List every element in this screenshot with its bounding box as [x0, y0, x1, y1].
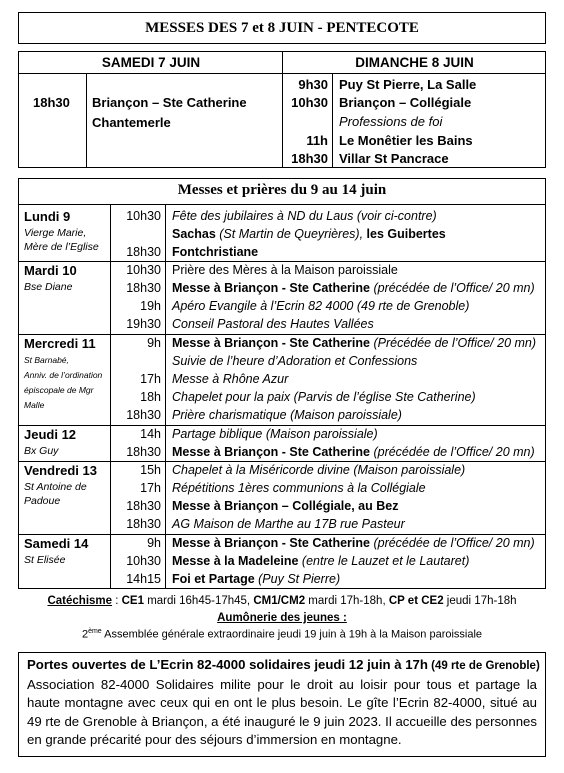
- class-time: jeudi 17h-18h: [443, 595, 517, 607]
- saint-label: St Elisée: [24, 554, 66, 566]
- sun-place: Briançon – Collégiale: [339, 95, 472, 110]
- sat-time-divider: [86, 74, 87, 167]
- entry-time: 18h: [140, 390, 161, 404]
- entry-text: [172, 572, 340, 586]
- entry-note: (Puy St Pierre): [254, 572, 341, 586]
- class-label: CM1/CM2: [253, 595, 306, 607]
- entry-time: 18h30: [126, 408, 161, 422]
- saint-label: Bx Guy: [24, 445, 59, 457]
- row-divider: [19, 534, 545, 535]
- entry-note: (St Martin de Queyrières),: [215, 227, 367, 241]
- entry-text: Conseil Pastoral des Hautes Vallées: [172, 317, 374, 331]
- entry-time: 17h: [140, 481, 161, 495]
- headline-text: Portes ouvertes de L’Ecrin 82-4000 solidaires jeudi 12 juin à 17h: [27, 657, 428, 672]
- entry-time: 18h30: [126, 445, 161, 459]
- saint-label: Bse Diane: [24, 281, 73, 293]
- sun-time: 10h30: [291, 95, 328, 110]
- day-label: Vendredi 13: [24, 463, 97, 478]
- entry-text: Chapelet pour la paix (Parvis de l’église Ste Catherine): [172, 390, 476, 404]
- class-label: CP et CE2: [388, 595, 444, 607]
- saint-label: Malle: [24, 400, 45, 410]
- entry-text: Messe à Briançon – Collégiale, au Bez: [172, 499, 399, 513]
- sun-place: Puy St Pierre, La Salle: [339, 77, 477, 92]
- entry-text: [172, 445, 535, 459]
- ordinal-suffix: ème: [88, 628, 102, 635]
- saint-label: épiscopale de Mgr: [24, 385, 94, 395]
- entry-bold: Messe à Briançon - Ste Catherine: [172, 445, 370, 459]
- entry-text: Fontchristiane: [172, 245, 259, 259]
- entry-time: 15h: [140, 463, 161, 477]
- sun-time: 18h30: [291, 151, 328, 166]
- title-box: [18, 12, 546, 44]
- weekend-table: [18, 51, 546, 168]
- week-title: Messes et prières du 9 au 14 juin: [177, 182, 387, 198]
- sunday-header: DIMANCHE 8 JUIN: [283, 52, 546, 74]
- aumonerie-text: [0, 628, 564, 641]
- entry-note: (précédée de l’Office/ 20 mn): [369, 281, 535, 295]
- entry-text: Partage biblique (Maison paroissiale): [172, 427, 378, 441]
- entry-text: Répétitions 1ères communions à la Collégiale: [172, 481, 426, 495]
- entry-bold: Messe à Briançon - Ste Catherine: [172, 536, 370, 550]
- sat-time: 18h30: [33, 95, 70, 110]
- entry-time: 10h30: [126, 263, 161, 277]
- catechisme-label: Catéchisme: [47, 595, 113, 607]
- sun-time-divider: [332, 74, 333, 167]
- entry-text: Apéro Evangile à l’Ecrin 82 4000 (49 rte de Grenoble): [172, 299, 470, 313]
- entry-bold: Sachas: [172, 227, 216, 241]
- row-divider: [19, 461, 545, 462]
- entry-text: Suivie de l’heure d’Adoration et Confessions: [172, 354, 418, 368]
- row-divider: [19, 261, 545, 262]
- sun-place: Villar St Pancrace: [339, 151, 449, 166]
- sun-place: Le Monêtier les Bains: [339, 133, 473, 148]
- entry-text: Prière charismatique (Maison paroissiale): [172, 408, 402, 422]
- class-label: CE1: [121, 595, 144, 607]
- entry-time: 10h30: [126, 554, 161, 568]
- day-label: Lundi 9: [24, 209, 71, 224]
- entry-time: 9h: [147, 336, 161, 350]
- saint-label: Anniv. de l’ordination: [24, 370, 103, 380]
- catechisme-line: [0, 595, 564, 607]
- entry-text: Chapelet à la Miséricorde divine (Maison paroissiale): [172, 463, 466, 477]
- class-time: mardi 16h45-17h45,: [144, 595, 254, 607]
- class-time: mardi 17h-18h,: [305, 595, 389, 607]
- entry-time: 9h: [147, 536, 161, 550]
- entry-bold: les Guibertes: [366, 227, 446, 241]
- entry-text: [172, 336, 536, 350]
- entry-time: 17h: [140, 372, 161, 386]
- entry-text: [172, 536, 535, 550]
- saint-label: Padoue: [24, 495, 61, 507]
- row-divider: [19, 334, 545, 335]
- entry-text: Messe à Rhône Azur: [172, 372, 289, 386]
- day-label: Mardi 10: [24, 263, 77, 278]
- day-label: Jeudi 12: [24, 427, 77, 442]
- entry-text: [172, 281, 535, 295]
- headline-address: (49 rte de Grenoble): [427, 660, 540, 672]
- sat-place-2: Chantemerle: [92, 115, 171, 130]
- saint-label: Mère de l’Eglise: [24, 241, 99, 253]
- saturday-header: SAMEDI 7 JUIN: [19, 52, 283, 74]
- saint-label: St Antoine de: [24, 481, 87, 493]
- ecrin-box: [18, 652, 546, 757]
- entry-time: 14h15: [126, 572, 161, 586]
- sat-place: Briançon – Ste Catherine: [92, 95, 247, 110]
- page-title: MESSES DES 7 et 8 JUIN - PENTECOTE: [145, 20, 419, 36]
- entry-bold: Messe à Briançon - Ste Catherine: [172, 281, 370, 295]
- entry-note: (entre le Lauzet et le Lautaret): [298, 554, 470, 568]
- aumonerie-label: Aumônerie des jeunes :: [217, 612, 347, 624]
- entry-text: [172, 227, 446, 241]
- ecrin-body: Association 82-4000 Solidaires milite pour le droit au loisir pour tous et partage la haute montagne avec ceux qui en ont le plus besoin. Le gîte l’Ecrin 82-4000, situé au 49 rte de Grenoble à Briançon, a été inauguré le 9 juin 2023. Il accueille des personnes en grande précarité pour des séjours d’immersion en montagne.: [27, 676, 537, 747]
- day-label: Mercredi 11: [24, 336, 96, 351]
- sun-time: 11h: [306, 133, 328, 148]
- entry-text: [172, 554, 469, 568]
- separator: :: [112, 595, 122, 607]
- entry-time: 18h30: [126, 499, 161, 513]
- saint-label: St Barnabé,: [24, 355, 69, 365]
- day-label: Samedi 14: [24, 536, 89, 551]
- ecrin-headline: [27, 656, 540, 676]
- entry-time: 10h30: [126, 209, 161, 223]
- entry-time: 18h30: [126, 281, 161, 295]
- row-divider: [19, 204, 545, 205]
- week-table: [18, 178, 546, 589]
- entry-text: Prière des Mères à la Maison paroissiale: [172, 263, 398, 277]
- entry-note: (précédée de l’Office/ 20 mn): [369, 536, 535, 550]
- entry-text: Fête des jubilaires à ND du Laus (voir ci-contre): [172, 209, 437, 223]
- row-divider: [19, 425, 545, 426]
- aumonerie-body: Assemblée générale extraordinaire jeudi 19 juin à 19h à la Maison paroissiale: [101, 628, 483, 641]
- sun-time: 9h30: [298, 77, 328, 92]
- entry-bold: Messe à la Madeleine: [172, 554, 299, 568]
- entry-time: 19h30: [126, 317, 161, 331]
- entry-text: AG Maison de Marthe au 17B rue Pasteur: [172, 517, 405, 531]
- entry-time: 14h: [140, 427, 161, 441]
- sun-place-note: Professions de foi: [339, 114, 443, 129]
- entry-time: 18h30: [126, 517, 161, 531]
- aumonerie-title: [0, 612, 564, 624]
- entry-note: (Précédée de l’Office/ 20 mn): [369, 336, 537, 350]
- saint-label: Vierge Marie,: [24, 227, 87, 239]
- entry-note: (précédée de l’Office/ 20 mn): [369, 445, 535, 459]
- entry-bold: Foi et Partage: [172, 572, 255, 586]
- entry-bold: Messe à Briançon - Ste Catherine: [172, 336, 370, 350]
- ordinal: 2: [81, 628, 89, 641]
- entry-time: 19h: [140, 299, 161, 313]
- entry-time: 18h30: [126, 245, 161, 259]
